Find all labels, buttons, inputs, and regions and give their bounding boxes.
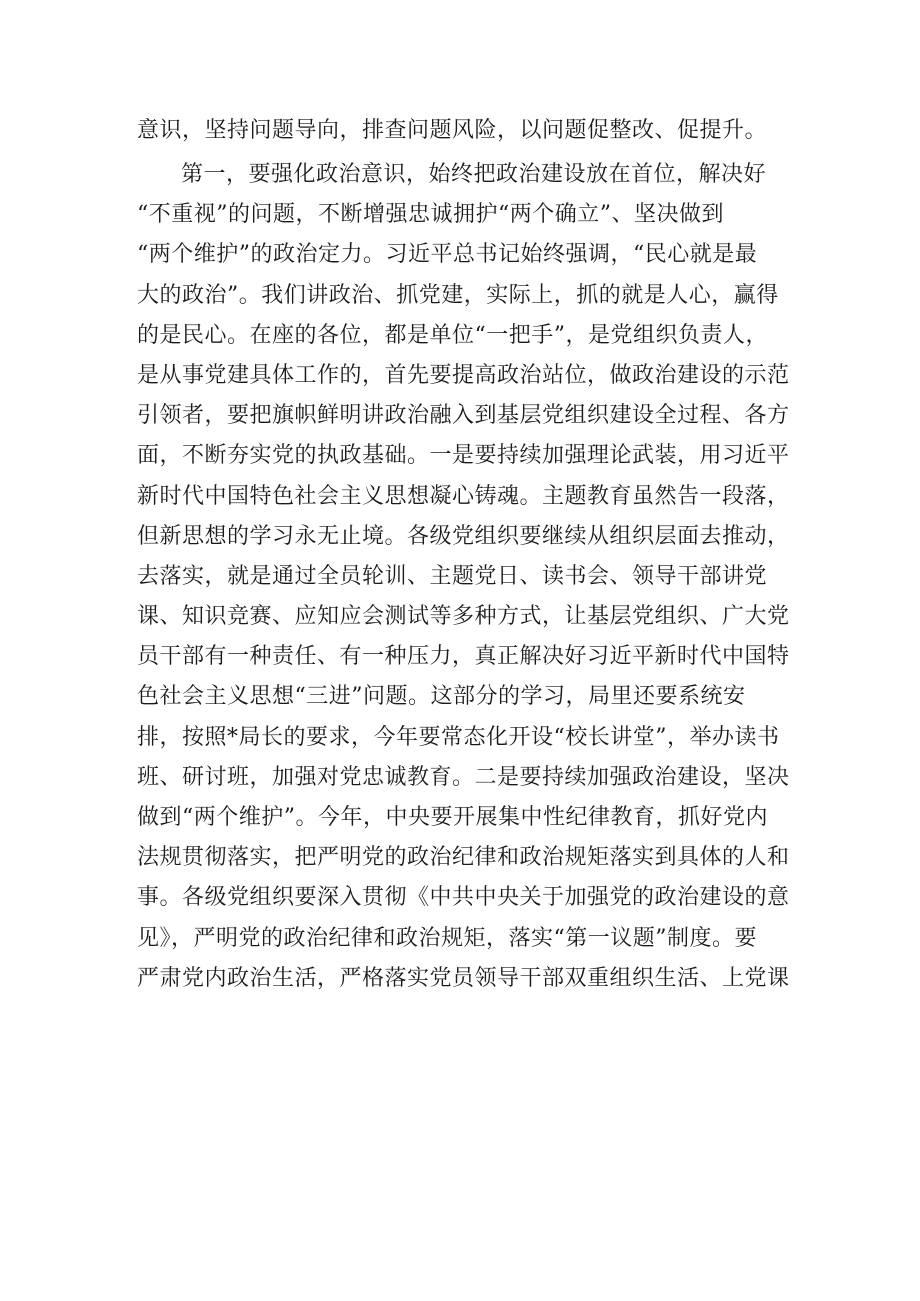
text-line: 是从事党建具体工作的，首先要提高政治站位，做政治建设的示范 (137, 362, 790, 388)
text-line: 面，不断夯实党的执政基础。一是要持续加强理论武装，用习近平 (137, 443, 790, 469)
text-line: 班、研讨班，加强对党忠诚教育。二是要持续加强政治建设，坚决 (137, 764, 790, 790)
text-line: 第一，要强化政治意识，始终把政治建设放在首位，解决好 (181, 162, 767, 187)
text-line: 大的政治”。我们讲政治、抓党建，实际上，抓的就是人心，赢得 (137, 282, 779, 308)
text-line: 去落实，就是通过全员轮训、主题党日、读书会、领导干部讲党 (137, 563, 768, 589)
text-line: 意识，坚持问题导向，排查问题风险，以问题促整改、促提升。 (137, 118, 768, 143)
text-line: “不重视”的问题，不断增强忠诚拥护“两个确立”、坚决做到 (137, 202, 724, 228)
text-line: 做到“两个维护”。今年，中央要开展集中性纪律教育，抓好党内 (137, 805, 768, 830)
text-line: 引领者，要把旗帜鲜明讲政治融入到基层党组织建设全过程、各方 (137, 403, 790, 429)
body-paragraph (137, 155, 790, 999)
text-line: 事。各级党组织要深入贯彻《中共中央关于加强党的政治建设的意 (137, 885, 790, 911)
text-line: 员干部有一种责任、有一种压力，真正解决好习近平新时代中国特 (137, 644, 790, 670)
text-line: 课、知识竞赛、应知应会测试等多种方式，让基层党组织、广大党 (137, 604, 790, 630)
text-line: 色社会主义思想“三进”问题。这部分的学习，局里还要系统安 (137, 684, 746, 710)
text-line: 新时代中国特色社会主义思想凝心铸魂。主题教育虽然告一段落， (137, 483, 790, 509)
text-line: 排，按照*局长的要求，今年要常态化开设“校长讲堂”，举办读书 (137, 724, 780, 750)
text-line: 法规贯彻落实，把严明党的政治纪律和政治规矩落实到具体的人和 (137, 845, 790, 871)
continuation-text (137, 111, 777, 151)
text-line: 严肃党内政治生活，严格落实党员领导干部双重组织生活、上党课 (137, 965, 790, 991)
text-line: 的是民心。在座的各位，都是单位“一把手”，是党组织负责人， (137, 322, 768, 348)
text-line: 但新思想的学习永无止境。各级党组织要继续从组织层面去推动， (137, 523, 790, 549)
text-line: “两个维护”的政治定力。习近平总书记始终强调，“民心就是最 (137, 242, 758, 268)
text-line: 见》，严明党的政治纪律和政治规矩，落实“第一议题”制度。要 (137, 925, 757, 951)
